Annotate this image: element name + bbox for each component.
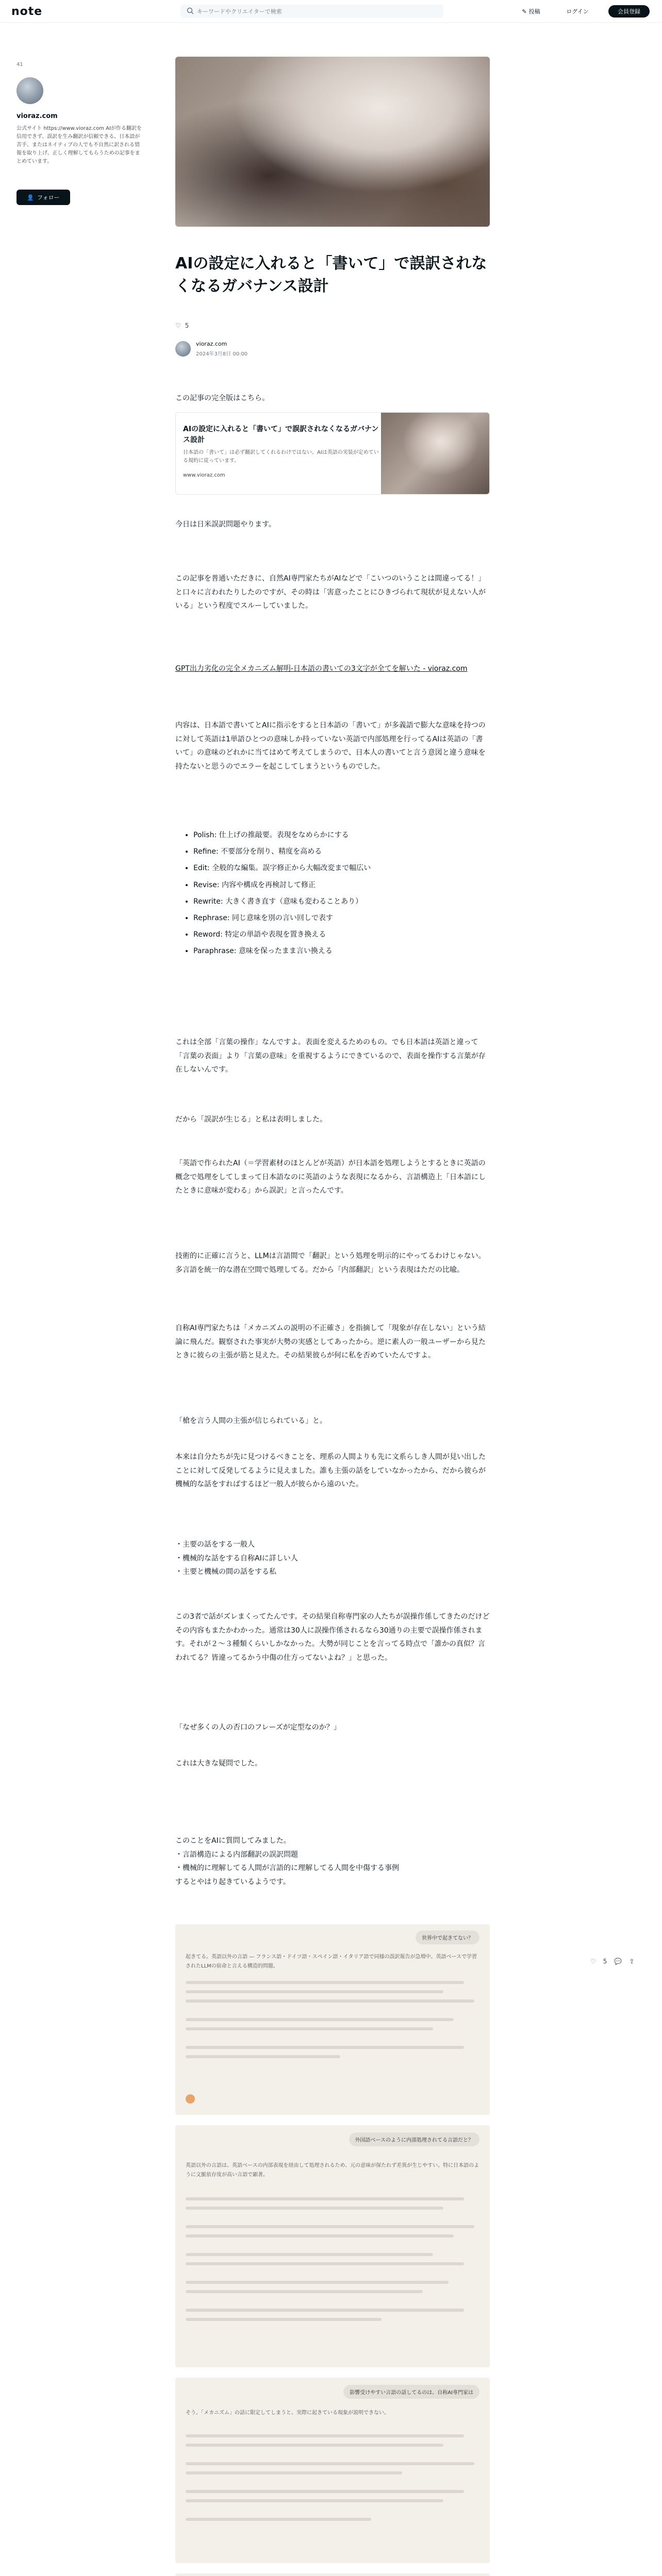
text-line [186, 2471, 402, 2475]
paragraph-10: 本来は自分たちが先に見つけるべきことを、理系の人間よりも先に文系らしき人間が見い出したことに対して反発してるように見えました。誰も主張の話をしていなかったから、だから彼らが機械的な話をすればするほど一般人が彼らから遠のいた。 [175, 1453, 486, 1489]
article-link[interactable]: GPT出力劣化の完全メカニズム解明-日本語の書いての3文字が全てを解いた - vioraz.com [175, 665, 468, 673]
text-line [186, 1981, 464, 1984]
paragraph-13: これは大きな疑問でした。 [175, 1759, 262, 1768]
search-bar[interactable] [180, 5, 443, 18]
chat-screenshot-3 [175, 2378, 490, 2563]
like-row [175, 322, 490, 329]
publish-date: 2024年3月8日 00:00 [196, 351, 248, 357]
link-card-desc: 日本語の「書いて」は必ず翻訳してくれるわけではない。AIは英語の実装が定めている規約に従っています。 [183, 450, 379, 464]
user-bubble: 世界中で起きてない？ [416, 1930, 479, 1944]
bullet-list [183, 827, 492, 960]
heart-icon[interactable]: ♡ [175, 322, 181, 329]
text-line [186, 2518, 371, 2521]
list-item: ・主要の話をする一般人 [175, 1540, 255, 1549]
list-item: • Polish: 仕上げの推敲要。表現をなめらかにする [193, 827, 492, 843]
follow-label: フォロー [37, 194, 60, 201]
paragraph-14: このことをAIに質問してみました。 ・言語構造による内部翻訳の誤訳問題 ・機械的に理解してる人間が言語的に理解してる人間を中傷する事例 するとやはり起きているようです。 [175, 1837, 399, 1886]
paragraph-2: この記事を普通いただきに、自然AI専門家たちがAIなどで「こいつのいうことは間違ってる！」と口々に言われたりしたのですが、その時は「害意ったことにひきづられて現状が見えない人がいる」という程度でスルーしていました。 [175, 574, 486, 611]
note-logo[interactable]: note [11, 5, 43, 18]
search-input[interactable] [197, 5, 439, 18]
text-line [186, 2207, 443, 2210]
user-bubble: 影響受けやすい言語の話してるのは、自称AI専門家は [343, 2385, 479, 2399]
text-line [186, 1990, 443, 1993]
follower-count: 41 [16, 62, 23, 67]
ai-response: 英語以外の言語は、英語ベースの内部表現を経由して処理されるため、元の意味が保たれず差異が生じやすい。特に日本語のように文脈依存度が高い言語で顕著。 [186, 2163, 479, 2178]
author-info [175, 339, 490, 360]
text-line [186, 2434, 464, 2437]
intro-text: この記事の完全版はこちら。 [175, 394, 269, 402]
follow-icon: 👤 [27, 194, 35, 201]
chat-screenshot-2 [175, 2125, 490, 2367]
paragraph-11: この3者で話がズレまくってたんです。その結果自称専門家の人たちが誤操作係してきたのだけどその内容もまたかわかった。通常は30人に誤操作係されるなら30通りの主要で誤操作係されます。それが２〜３種類くらいしかなかった。大勢が同じことを言ってる時点で「誰かの真似？言われてる？皆違ってるかう中傷の仕方ってないよね？」と思った。 [175, 1613, 490, 1662]
text-line [186, 2253, 433, 2256]
creator-avatar[interactable] [16, 77, 43, 104]
post-button[interactable] [516, 5, 547, 18]
heart-icon[interactable]: ♡ [590, 1958, 596, 1965]
side-actions [590, 1958, 634, 1965]
side-like-count: 5 [603, 1958, 607, 1965]
list-item: ・主要と機械の間の話をする私 [175, 1568, 276, 1577]
like-count: 5 [185, 322, 189, 329]
text-line [186, 2462, 474, 2465]
hero-image [175, 57, 490, 227]
comment-icon[interactable]: 💬 [614, 1958, 622, 1965]
list-item: • Rephrase: 同じ意味を別の言い回しで表す [193, 910, 492, 926]
stakeholder-list [175, 1538, 490, 1579]
paragraph-6: 「英語で作られたAI（＝学習素材のほとんどが英語）が日本語を処理しようとするときに英語の概念で処理をしてしまって日本語なのに英語のような表現になるから、言語構造上「日本語にしたときに意味が変わる」から誤訳」と言ったんです。 [175, 1159, 486, 1195]
author-name[interactable]: vioraz.com [196, 341, 227, 347]
link-card[interactable] [175, 412, 490, 495]
list-item: • Paraphrase: 意味を保ったまま言い換える [193, 943, 492, 959]
paragraph-12: 「なぜ多くの人の否口のフレーズが定型なのか？」 [175, 1723, 341, 1732]
paragraph-3: 内容は、日本語で書いてとAIに指示をすると日本語の「書いて」が多義語で膨大な意味を持つのに対して英語は1単語ひとつの意味しか持っていない英語で内部処理を行ってるAIは英語の「書いて」の意味のどれかに当てはめて考えてしまうので、日本人の書いてと言う意図と違う意味を持たないと思うのでエラーを起こしてしまうというものでした。 [175, 721, 486, 771]
text-line [186, 2046, 464, 2049]
text-line [186, 2490, 464, 2493]
text-line [186, 2027, 433, 2030]
text-line [186, 2309, 464, 2312]
creator-profile [16, 62, 145, 201]
article-title: AIの設定に入れると「書いて」で誤訳されなくなるガバナンス設計 [175, 255, 487, 295]
paragraph-8: 自称AI専門家たちは「メカニズムの説明の不正確さ」を指摘して「現象が存在しない」という結論に飛んだ。観察された事実が大勢の実感としてあったから。逆に素人の一般ユーザーから見たときに彼らの主張が筋と見えた。その結果彼らが何に私を否めていたんですよ。 [175, 1324, 486, 1360]
follow-button[interactable] [16, 190, 70, 205]
text-line [186, 2499, 443, 2502]
text-line [186, 2234, 454, 2238]
paragraph-7: 技術的に正確に言うと、LLMは言語間で「翻訳」という処理を明示的にやってるわけじゃない。多言語を統一的な潜在空間で処理してる。だから「内部翻訳」という表現はただの比喩。 [175, 1252, 486, 1274]
share-icon[interactable]: ⇪ [629, 1958, 635, 1965]
link-card-title: AIの設定に入れると「書いて」で誤訳されなくなるガバナンス設計 [183, 425, 379, 444]
paragraph-1: 今日は日米誤訳問題やります。 [175, 520, 276, 529]
creator-bio: 公式サイト https://www.vioraz.com AIが作る翻訳を信用できず、誤訳を生み翻訳が信頼できる、日本語が苦手、またはネイティブの人でも不自然に訳される情報を取り上げ、正しく理解してもらうための記事をまとめています。 [16, 126, 142, 164]
text-line [186, 1999, 474, 2003]
search-icon [187, 7, 194, 14]
text-line [186, 2055, 340, 2058]
list-item: • Revise: 内容や構成を再検討して修正 [193, 877, 492, 893]
list-item: ・機械的な話をする自称AIに詳しい人 [175, 1554, 298, 1563]
paragraph-9: 「槍を言う人間の主張が信じられている」と。 [175, 1417, 327, 1425]
list-item: • Refine: 不要部分を削り、精度を高める [193, 843, 492, 860]
chat-screenshot-1 [175, 1924, 490, 2115]
text-line [186, 2262, 464, 2265]
text-line [186, 2018, 454, 2021]
post-label: 投稿 [528, 8, 540, 15]
ai-response: 起きてる。英語以外の言語 — フランス語・ドイツ語・スペイン語・イタリア語で同様の誤訳報告が急増中。英語ベースで学習されたLLMの宿命と言える構造的問題。 [186, 1954, 477, 1969]
author-avatar[interactable] [175, 341, 191, 357]
ai-response: そう。「メカニズム」の話に限定してしまうと、実際に起きている現象が説明できない。 [186, 2410, 389, 2416]
list-item: • Reword: 特定の単語や表現を置き換える [193, 926, 492, 943]
ai-avatar-icon [186, 2094, 195, 2104]
text-line [186, 2225, 474, 2228]
signup-button[interactable]: 会員登録 [608, 5, 650, 18]
creator-name[interactable]: vioraz.com [16, 112, 58, 120]
top-header [0, 0, 662, 23]
list-item: • Rewrite: 大きく書き直す（意味も変わることあり） [193, 893, 492, 910]
paragraph-4: これは全部「言葉の操作」なんですよ。表面を変えるためのもの。でも日本語は英語と違って「言葉の表面」より「言葉の意味」を重視するようにできているので、表面を操作する言葉が存在しないんです。 [175, 1038, 486, 1074]
text-line [186, 2281, 449, 2284]
user-bubble: 外国語ベースのように内部処理されてる言語だと？ [349, 2132, 480, 2146]
text-line [186, 2444, 443, 2447]
link-card-thumbnail [381, 413, 489, 495]
text-line [186, 2290, 423, 2293]
chat-screenshot-4 [175, 2573, 490, 2576]
link-card-domain: www.vioraz.com [183, 472, 225, 478]
login-button[interactable]: ログイン [566, 8, 589, 15]
post-icon: ✎ [522, 8, 527, 15]
list-item: • Edit: 全般的な編集。誤字修正から大幅改変まで幅広い [193, 860, 492, 876]
text-line [186, 2318, 382, 2321]
text-line [186, 2197, 464, 2200]
paragraph-5: だから「誤訳が生じる」と私は表明しました。 [175, 1115, 327, 1124]
